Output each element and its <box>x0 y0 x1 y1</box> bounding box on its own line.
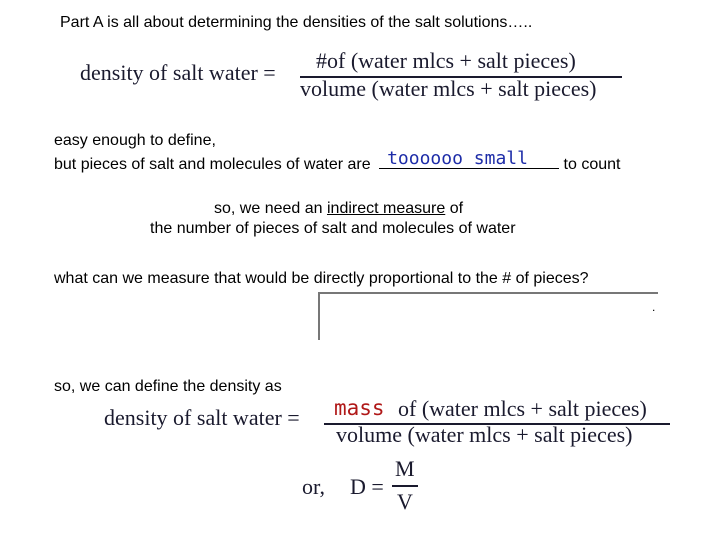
fill-in-blank <box>379 148 559 169</box>
pieces-too-small-line <box>54 148 621 174</box>
indirect-suffix: of <box>449 200 464 217</box>
number-of-pieces-line: the number of pieces of salt and molecules of water <box>150 220 516 237</box>
formula3-fraction-bar <box>392 485 418 487</box>
formula1-denominator: volume (water mlcs + salt pieces) <box>300 76 597 101</box>
define-density-text: so, we can define the density as <box>54 378 282 395</box>
formula3-lhs: D = <box>350 474 384 499</box>
easy-define-text: easy enough to define, <box>54 132 216 149</box>
indirect-measure-underlined: indirect measure <box>326 200 446 217</box>
formula2-lhs: density of salt water = <box>104 405 300 430</box>
formula2-numerator: of (water mlcs + salt pieces) <box>398 396 647 421</box>
indirect-measure-line <box>214 200 463 218</box>
answer-box <box>318 292 658 340</box>
formula1-lhs: density of salt water = <box>80 60 276 85</box>
formula2-denominator: volume (water mlcs + salt pieces) <box>336 422 633 447</box>
slide-heading: Part A is all about determining the densities of the salt solutions….. <box>60 14 533 31</box>
answer-box-mark: . <box>652 300 656 314</box>
formula3-prefix: or, <box>302 474 325 499</box>
formula1-numerator: #of (water mlcs + salt pieces) <box>316 48 576 73</box>
proportional-question: what can we measure that would be directly proportional to the # of pieces? <box>54 270 589 287</box>
pieces-text: but pieces of salt and molecules of water are <box>54 156 371 173</box>
formula3-numerator: M <box>395 456 415 481</box>
handwritten-mass: mass <box>334 396 385 420</box>
formula3-denominator: V <box>397 489 413 514</box>
indirect-prefix: so, we need an <box>214 200 323 217</box>
handwritten-too-small: toooooo small <box>387 148 528 169</box>
to-count-text: to count <box>563 156 621 173</box>
